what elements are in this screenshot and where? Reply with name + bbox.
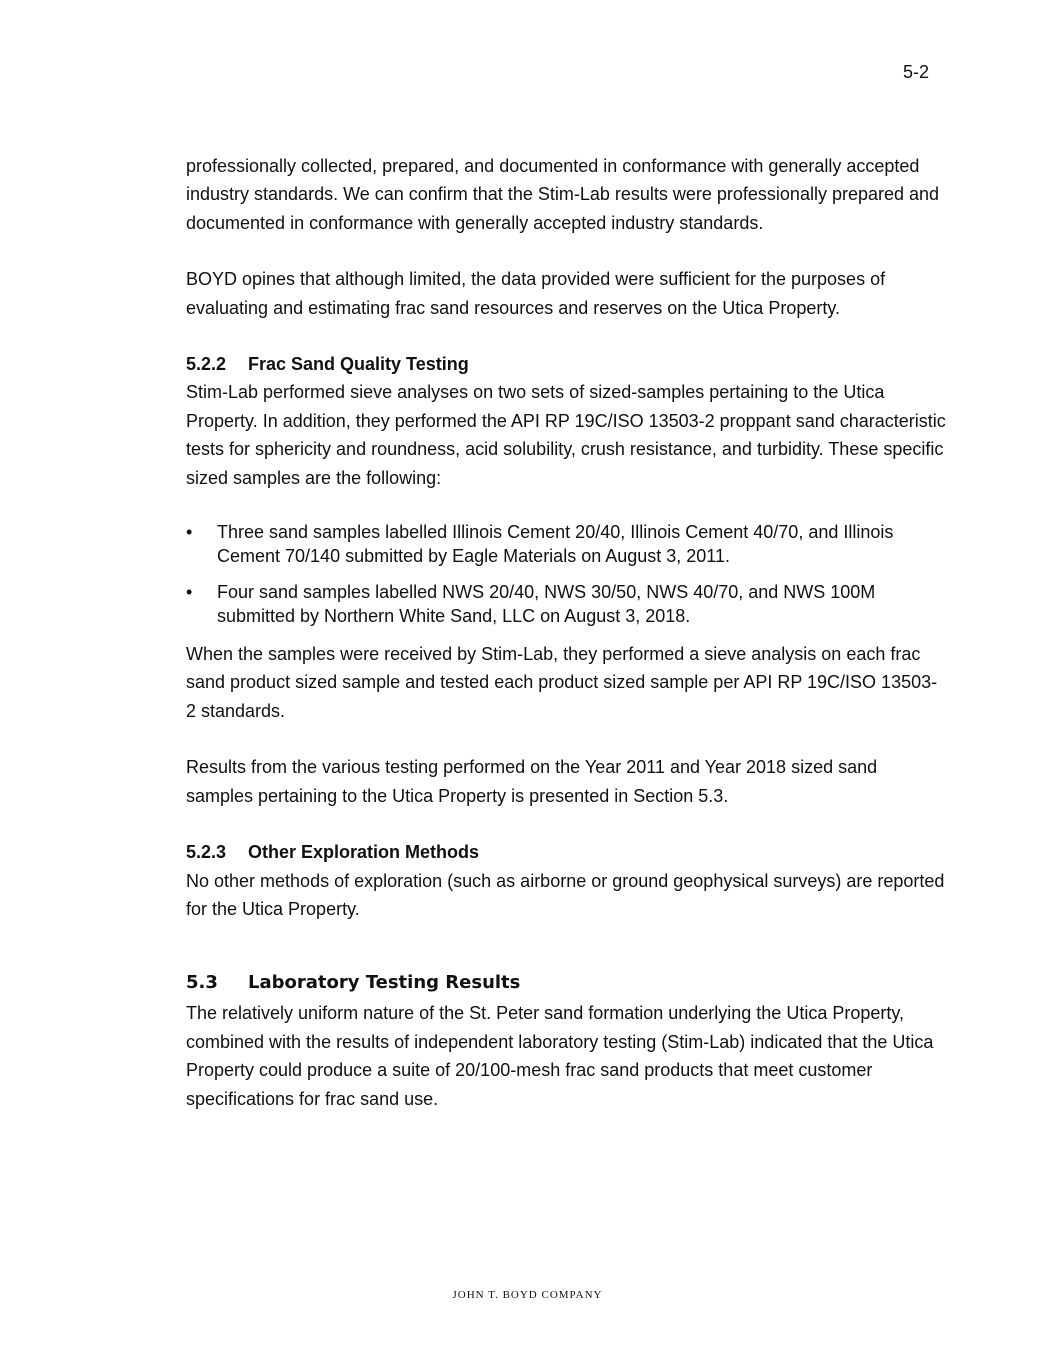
list-item: • Four sand samples labelled NWS 20/40, NWS 30/50, NWS 40/70, and NWS 100M submitted by Northern White Sand, LLC on August 3, 2018. (186, 582, 876, 627)
heading-5-2-3 (186, 838, 946, 866)
document-body (186, 152, 946, 1113)
heading-5-2-2 (186, 350, 946, 378)
bullet-icon: • (186, 522, 193, 543)
paragraph-results-reference: Results from the various testing performed on the Year 2011 and Year 2018 sized sand samples pertaining to the Utica Property is presented in Section 5.3. (186, 757, 878, 806)
heading-number: 5.2.2 (186, 354, 227, 375)
heading-number: 5.3 (186, 972, 218, 994)
paragraph-continuation: professionally collected, prepared, and documented in conformance with generally accepted industry standards. We can confirm that the Stim-Lab results were professionally prepared and documented in conformance with generally accepted industry standards. (186, 156, 940, 233)
page-number: 5-2 (903, 62, 930, 82)
heading-title: Other Exploration Methods (248, 842, 480, 863)
paragraph-other-methods: No other methods of exploration (such as airborne or ground geophysical surveys) are reported for the Utica Property. (186, 870, 945, 919)
heading-5-3 (186, 969, 946, 997)
paragraph-stimlab-intro: Stim-Lab performed sieve analyses on two sets of sized-samples pertaining to the Utica Property. In addition, they performed the API RP 19C/ISO 13503-2 proppant sand characteristic tests for sphericity and roundness, acid solubility, crush resistance, and turbidity. These specific sized samples are the following: (186, 382, 946, 488)
list-item: • Three sand samples labelled Illinois Cement 20/40, Illinois Cement 40/70, and Illinois Cement 70/140 submitted by Eagle Materials on August 3, 2011. (186, 522, 894, 567)
heading-number: 5.2.3 (186, 842, 227, 863)
paragraph-lab-results: The relatively uniform nature of the St. Peter sand formation underlying the Utica Property, combined with the results of independent laboratory testing (Stim-Lab) indicated that the Utica Property could produce a suite of 20/100-mesh frac sand products that meet customer specifications for frac sand use. (186, 1003, 934, 1109)
paragraph-boyd-opinion: BOYD opines that although limited, the data provided were sufficient for the purposes of evaluating and estimating frac sand resources and reserves on the Utica Property. (186, 269, 886, 318)
sample-list (186, 520, 946, 628)
heading-title: Laboratory Testing Results (248, 972, 521, 994)
paragraph-sieve-analysis: When the samples were received by Stim-Lab, they performed a sieve analysis on each frac sand product sized sample and tested each product sized sample per API RP 19C/ISO 13503-2 standards. (186, 644, 938, 721)
heading-title: Frac Sand Quality Testing (248, 354, 469, 375)
bullet-icon: • (186, 582, 193, 603)
footer-company-name: JOHN T. BOYD COMPANY (452, 1289, 603, 1301)
